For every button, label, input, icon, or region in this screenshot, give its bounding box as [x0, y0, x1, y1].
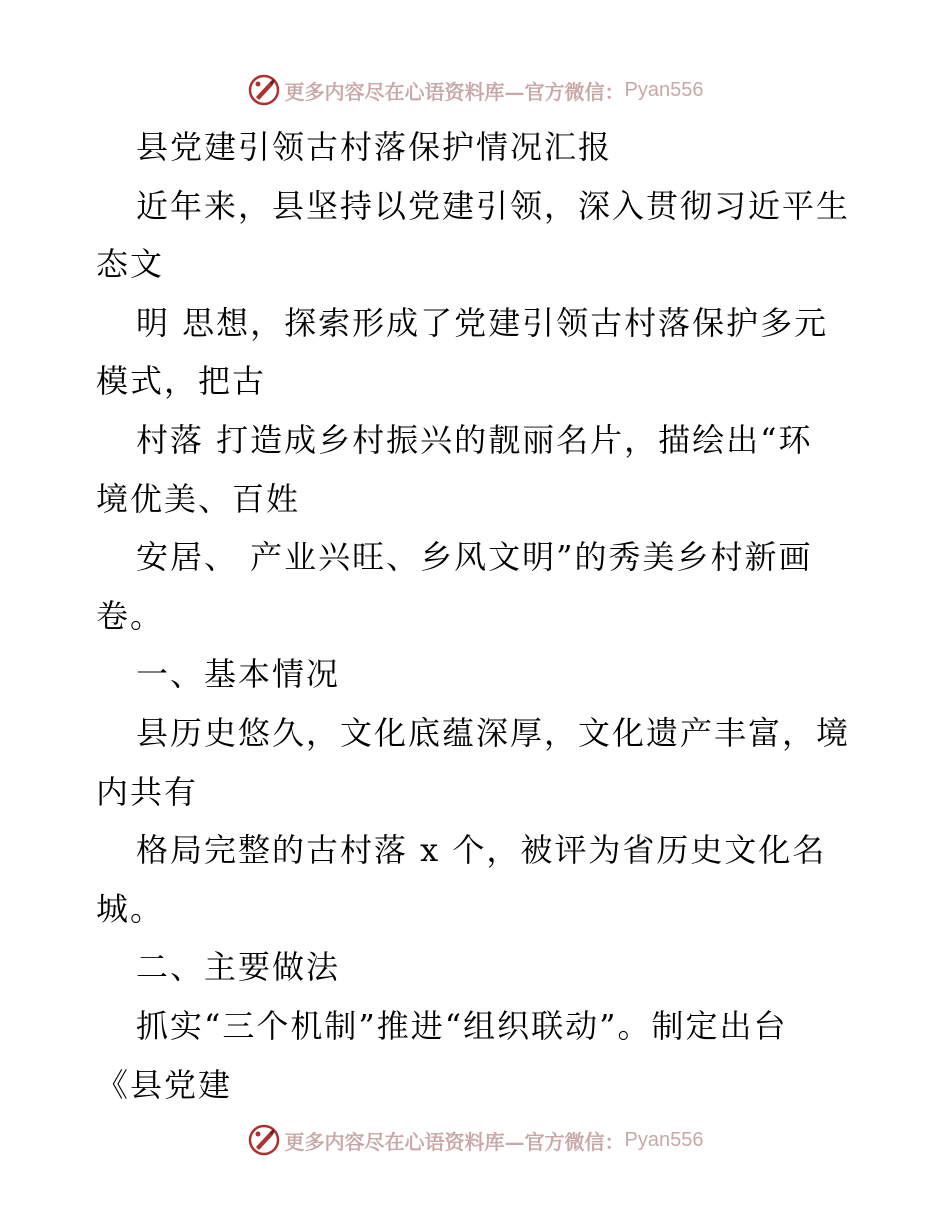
footer-watermark [0, 1120, 950, 1160]
watermark-wechat-id: Pyan556 [624, 1128, 704, 1151]
pen-seal-icon [247, 73, 281, 107]
document-line: 格局完整的古村落 x 个，被评为省历史文化名 [136, 831, 827, 870]
document-line: 一、基本情况 [136, 655, 341, 694]
document-line: 县历史悠久，文化底蕴深厚，文化遗产丰富，境 [136, 713, 851, 752]
watermark-wechat-id: Pyan556 [624, 78, 704, 101]
document-line: 城。 [96, 889, 165, 928]
watermark-text: 更多内容尽在心语资料库—官方微信： [284, 1129, 625, 1154]
watermark-text: 更多内容尽在心语资料库—官方微信： [284, 79, 625, 104]
document-line: 抓实“三个机制”推进“组织联动”。制定出台 [136, 1006, 788, 1045]
document-line: 境优美、百姓 [96, 479, 301, 518]
pen-seal-icon [247, 1123, 281, 1157]
document-line: 安居、 产业兴旺、乡风文明”的秀美乡村新画 [136, 538, 813, 577]
document-line: 态文 [96, 245, 165, 284]
document-line: 内共有 [96, 772, 199, 811]
document-line: 《县党建 [96, 1065, 233, 1104]
document-line: 卷。 [96, 596, 165, 635]
document-line: 模式，把古 [96, 362, 267, 401]
document-line: 二、主要做法 [136, 948, 341, 987]
document-line: 明 思想，探索形成了党建引领古村落保护多元 [136, 303, 829, 342]
document-line: 县党建引领古村落保护情况汇报 [136, 128, 613, 166]
document-body [96, 118, 856, 1114]
header-watermark [0, 70, 950, 110]
document-line: 近年来，县坚持以党建引领，深入贯彻习近平生 [136, 186, 851, 225]
document-line: 村落 打造成乡村振兴的靓丽名片，描绘出“环 [136, 420, 813, 459]
